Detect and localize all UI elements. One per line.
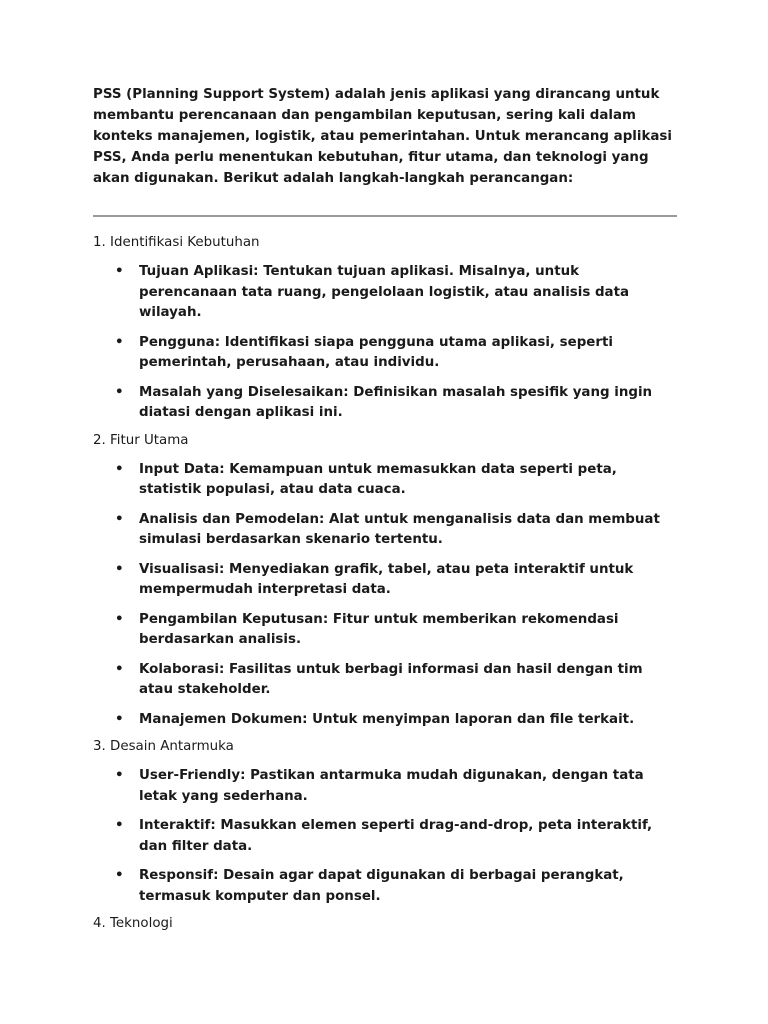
list-item (93, 560, 677, 601)
list-item-text: Tujuan Aplikasi: Tentukan tujuan aplikasi. Misalnya, untuk perencanaan tata ruang, pengelolaan logistik, atau analisis data wilayah. (139, 264, 630, 320)
bullet-icon: • (115, 711, 124, 727)
bullet-list (93, 766, 677, 907)
bullet-list (93, 460, 677, 731)
list-item-text: Masalah yang Diselesaikan: Definisikan masalah spesifik yang ingin diatasi dengan aplikasi ini. (139, 384, 653, 420)
horizontal-divider (93, 215, 677, 217)
list-item-text: Responsif: Desain agar dapat digunakan di berbagai perangkat, termasuk komputer dan ponsel. (139, 868, 624, 904)
list-item-text: Manajemen Dokumen: Untuk menyimpan laporan dan file terkait. (139, 711, 635, 727)
list-item-text: Kolaborasi: Fasilitas untuk berbagi informasi dan hasil dengan tim atau stakeholder. (139, 661, 643, 697)
section-identifikasi-kebutuhan (93, 233, 677, 424)
list-item-text: Pengambilan Keputusan: Fitur untuk memberikan rekomendasi berdasarkan analisis. (139, 611, 619, 647)
list-item (93, 816, 677, 857)
section-heading: 1. Identifikasi Kebutuhan (93, 235, 260, 250)
bullet-icon: • (115, 264, 124, 279)
list-item (93, 766, 677, 807)
list-item-text: Analisis dan Pemodelan: Alat untuk menganalisis data dan membuat simulasi berdasarkan skenario tertentu. (139, 511, 660, 547)
list-item (93, 262, 677, 324)
bullet-icon: • (115, 461, 124, 477)
list-item-text: Pengguna: Identifikasi siapa pengguna utama aplikasi, seperti pemerintah, perusahaan, atau individu. (139, 334, 613, 370)
bullet-icon: • (115, 511, 124, 527)
list-item (93, 383, 677, 424)
section-desain-antarmuka (93, 737, 677, 907)
bullet-icon: • (115, 334, 124, 350)
section-heading: 2. Fitur Utama (93, 432, 189, 448)
list-item (93, 610, 677, 651)
bullet-icon: • (115, 661, 124, 677)
intro-paragraph: PSS (Planning Support System) adalah jenis aplikasi yang dirancang untuk membantu perencanaan dan pengambilan keputusan, sering kali dalam konteks manajemen, logistik, atau pemerintahan. Untuk merancang aplikasi PSS, Anda perlu menentukan kebutuhan, fitur utama, dan teknologi yang akan digunakan. Berikut adalah langkah-langkah perancangan: (93, 87, 672, 186)
bullet-icon: • (115, 768, 124, 783)
section-heading: 4. Teknologi (93, 916, 173, 931)
bullet-icon: • (115, 611, 124, 627)
bullet-icon: • (115, 384, 124, 400)
bullet-icon: • (115, 868, 124, 883)
list-item-text: User-Friendly: Pastikan antarmuka mudah digunakan, dengan tata letak yang sederhana. (139, 768, 644, 804)
list-item-text: Interaktif: Masukkan elemen seperti drag-and-drop, peta interaktif, dan filter data. (139, 818, 653, 854)
list-item (93, 510, 677, 551)
section-teknologi (93, 914, 677, 934)
section-heading: 3. Desain Antarmuka (93, 739, 234, 754)
bullet-icon: • (115, 818, 124, 833)
section-fitur-utama (93, 431, 677, 731)
list-item (93, 460, 677, 501)
list-item-text: Input Data: Kemampuan untuk memasukkan data seperti peta, statistik populasi, atau data cuaca. (139, 461, 617, 497)
bullet-list (93, 262, 677, 424)
list-item-text: Visualisasi: Menyediakan grafik, tabel, atau peta interaktif untuk mempermudah interpretasi data. (139, 561, 634, 597)
bullet-icon: • (115, 561, 124, 577)
list-item (93, 866, 677, 907)
list-item (93, 660, 677, 701)
list-item (93, 333, 677, 374)
document-page (93, 84, 677, 934)
list-item (93, 710, 677, 731)
